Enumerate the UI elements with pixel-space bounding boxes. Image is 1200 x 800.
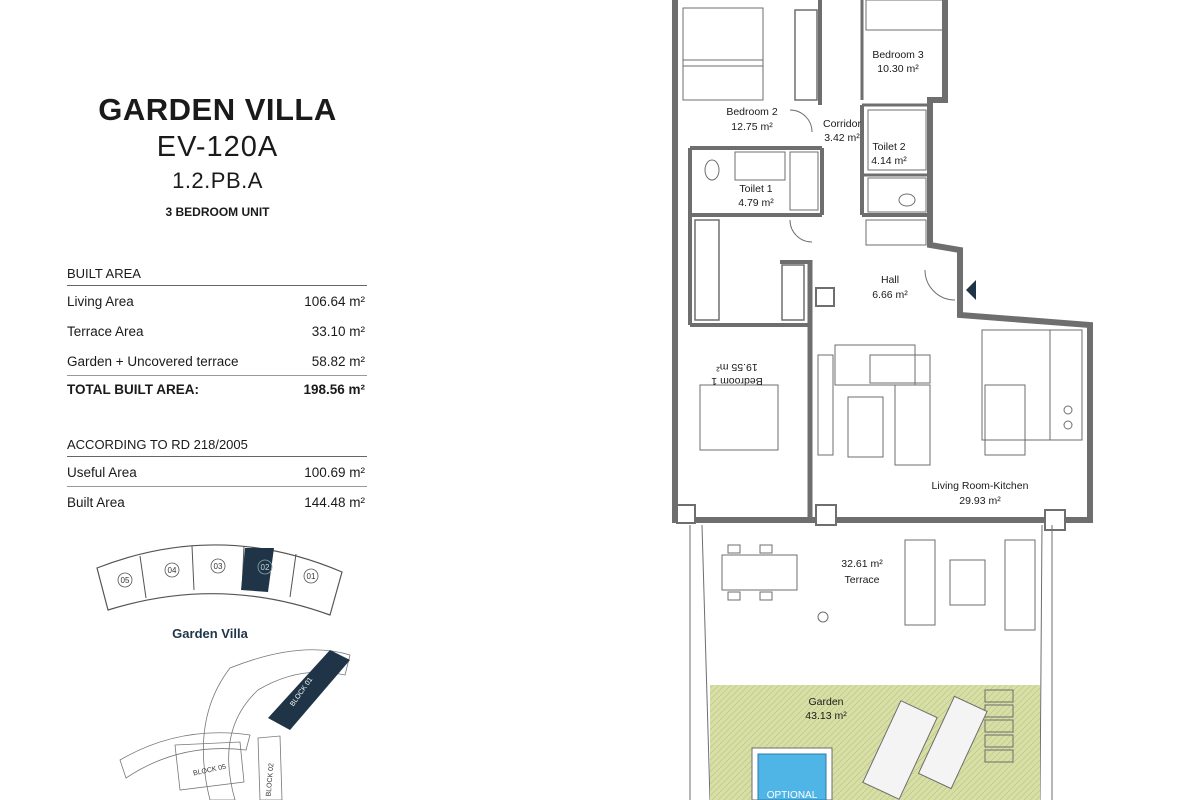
area-label: Built Area: [67, 495, 125, 510]
key-plan: [97, 545, 342, 615]
area-value: 58.82 m²: [311, 354, 365, 369]
block-label: BLOCK 02: [265, 762, 276, 797]
built-area-heading: BUILT AREA: [67, 266, 367, 286]
area-value: 106.64 m²: [304, 294, 365, 309]
area-value: 100.69 m²: [304, 465, 365, 480]
room-area: 3.42 m²: [824, 132, 860, 144]
villa-title: GARDEN VILLA: [98, 92, 337, 127]
key-plan-caption: Garden Villa: [172, 626, 248, 641]
total-value: 198.56 m²: [303, 382, 365, 397]
unit-reference: 1.2.PB.A: [172, 168, 263, 193]
entrance-arrow-icon: [966, 280, 976, 300]
room-name: Terrace: [844, 574, 880, 586]
key-unit-label: 02: [260, 563, 270, 572]
room-area: 4.79 m²: [738, 197, 774, 209]
room-name: Toilet 2: [872, 141, 906, 153]
unit-type: 3 BEDROOM UNIT: [165, 205, 270, 219]
model-code: EV-120A: [156, 131, 279, 163]
room-area: 10.30 m²: [877, 63, 919, 75]
room-name: Hall: [880, 274, 900, 286]
room-name: Bedroom 2: [726, 106, 778, 118]
rd-heading: ACCORDING TO RD 218/2005: [67, 437, 367, 457]
pool-label: OPTIONAL: [766, 790, 818, 800]
site-plan: [120, 650, 350, 800]
area-label: Garden + Uncovered terrace: [67, 354, 239, 369]
key-unit-label: 04: [167, 566, 177, 575]
room-area: 6.66 m²: [872, 289, 908, 301]
key-unit-label: 01: [306, 572, 316, 581]
room-name: Toilet 1: [739, 183, 773, 195]
area-label: Living Area: [67, 294, 134, 309]
area-label: Useful Area: [67, 465, 137, 480]
room-area: 12.75 m²: [731, 121, 773, 133]
room-area: 19.55 m²: [716, 361, 758, 373]
area-value: 144.48 m²: [304, 495, 365, 510]
room-name: Living Room-Kitchen: [931, 480, 1029, 492]
floor-plan: [675, 0, 1090, 800]
area-value: 33.10 m²: [311, 324, 365, 339]
block-label: BLOCK 01: [289, 676, 315, 708]
block-label: BLOCK 05: [192, 763, 227, 778]
block-01: [268, 650, 350, 730]
key-unit-label: 05: [120, 576, 130, 585]
key-unit-label: 03: [213, 562, 223, 571]
total-label: TOTAL BUILT AREA:: [67, 382, 199, 397]
room-name: Corridor: [823, 118, 861, 130]
room-area: 4.14 m²: [871, 155, 907, 167]
area-label: Terrace Area: [67, 324, 144, 339]
room-area: 32.61 m²: [841, 558, 883, 570]
room-name: Bedroom 3: [872, 49, 924, 61]
room-area: 43.13 m²: [805, 710, 847, 722]
room-name: Garden: [808, 696, 844, 708]
room-area: 29.93 m²: [959, 495, 1001, 507]
room-name: Bedroom 1: [711, 375, 763, 387]
